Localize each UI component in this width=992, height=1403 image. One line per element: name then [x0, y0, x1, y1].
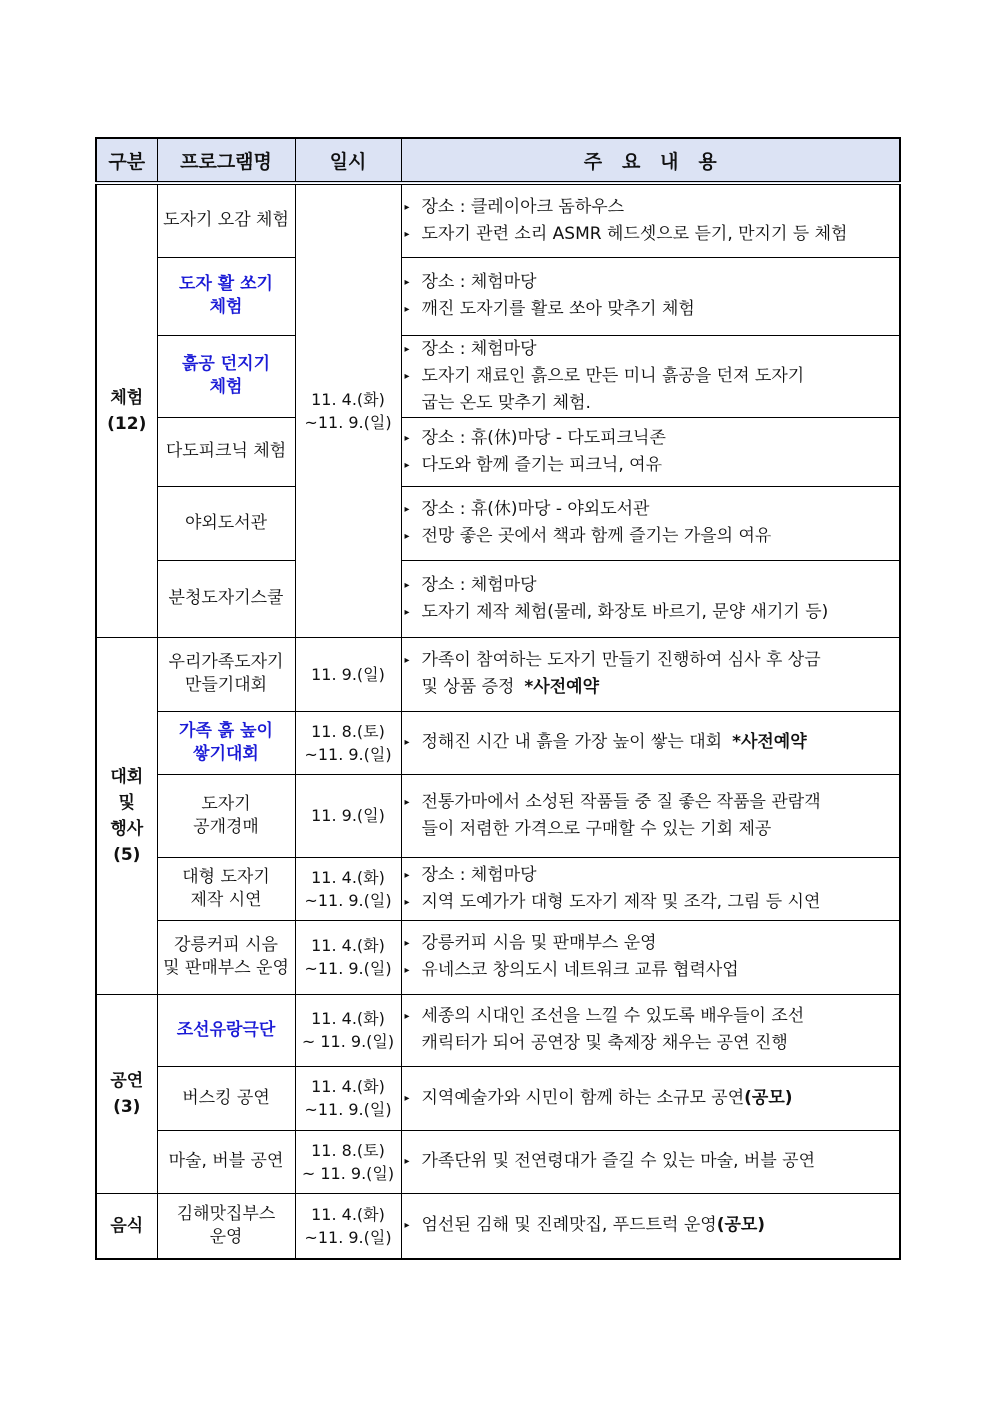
right-triangle-bullet-icon: ▸ [404, 655, 410, 666]
header-date: 일시 [295, 138, 401, 183]
program-name: 버스킹 공연 [157, 1066, 295, 1130]
content-cell: ▸ 장소 : 체험마당 ▸ 지역 도예가가 대형 도자기 제작 및 조각, 그림 등 시연 [401, 857, 900, 920]
content-cell: ▸ 정해진 시간 내 흙을 가장 높이 쌓는 대회 *사전예약 [401, 711, 900, 774]
right-triangle-bullet-icon: ▸ [404, 796, 410, 808]
table-row [96, 920, 900, 994]
content-cell: ▸ 장소 : 체험마당 ▸ 도자기 제작 체험(물레, 화장토 바르기, 문양 새기기 등) [401, 560, 900, 637]
category-label: 체험 [110, 387, 144, 408]
right-triangle-bullet-icon: ▸ [404, 965, 410, 976]
date-range: 11. 4.(화) ~11. 9.(일) [295, 920, 401, 994]
program-name: 김해맛집부스 운영 [157, 1193, 295, 1259]
date-range: 11. 4.(화) ~11. 9.(일) [295, 857, 401, 920]
right-triangle-bullet-icon: ▸ [404, 432, 410, 444]
program-name: 다도피크닉 체험 [157, 417, 295, 486]
right-triangle-bullet-icon: ▸ [404, 277, 410, 288]
table-row [96, 637, 900, 711]
content-cell: ▸ 장소 : 체험마당 ▸ 도자기 재료인 흙으로 만든 미니 흙공을 던져 도자기 굽는 온도 맞추기 체험. [401, 335, 900, 417]
open-call-tag: (공모) [716, 1215, 766, 1236]
table-row [96, 257, 900, 335]
content-cell: ▸ 강릉커피 시음 및 판매부스 운영 ▸ 유네스코 창의도시 네트워크 교류 협력사업 [401, 920, 900, 994]
program-name: 조선유랑극단 [157, 994, 295, 1066]
program-name: 도자기 오감 체험 [157, 183, 295, 257]
right-triangle-bullet-icon: ▸ [404, 343, 410, 355]
right-triangle-bullet-icon: ▸ [404, 531, 410, 542]
right-triangle-bullet-icon: ▸ [404, 370, 410, 382]
right-triangle-bullet-icon: ▸ [404, 1011, 410, 1022]
category-performance: 공연 (3) [96, 994, 157, 1193]
program-name: 마술, 버블 공연 [157, 1130, 295, 1193]
program-name: 도자 활 쏘기 체험 [157, 257, 295, 335]
content-cell: ▸ 엄선된 김해 및 진례맛집, 푸드트럭 운영(공모) [401, 1193, 900, 1259]
date-range: 11. 4.(화) ~ 11. 9.(일) [295, 994, 401, 1066]
header-content: 주 요 내 용 [401, 138, 900, 183]
right-triangle-bullet-icon: ▸ [404, 1092, 410, 1104]
table-row [96, 1193, 900, 1259]
date-range: 11. 4.(화) ~11. 9.(일) [295, 183, 401, 637]
right-triangle-bullet-icon: ▸ [404, 228, 410, 240]
table-row [96, 774, 900, 857]
content-cell: ▸ 장소 : 클레이아크 돔하우스 ▸ 도자기 관련 소리 ASMR 헤드셋으로 듣기, 만지기 등 체험 [401, 183, 900, 257]
table-header-row [96, 138, 900, 183]
content-cell: ▸ 가족단위 및 전연령대가 즐길 수 있는 마술, 버블 공연 [401, 1130, 900, 1193]
program-name: 흙공 던지기 체험 [157, 335, 295, 417]
table-row [96, 1130, 900, 1193]
table-row [96, 711, 900, 774]
right-triangle-bullet-icon: ▸ [404, 896, 410, 908]
content-cell: ▸ 가족이 참여하는 도자기 만들기 진행하여 심사 후 상금 및 상품 증정 *사전예약 [401, 637, 900, 711]
date-range: 11. 8.(토) ~ 11. 9.(일) [295, 1130, 401, 1193]
right-triangle-bullet-icon: ▸ [404, 1156, 410, 1167]
date-range: 11. 9.(일) [295, 774, 401, 857]
right-triangle-bullet-icon: ▸ [404, 459, 410, 471]
header-program: 프로그램명 [157, 138, 295, 183]
category-experience [96, 183, 157, 637]
program-name: 대형 도자기 제작 시연 [157, 857, 295, 920]
festival-program-table [95, 137, 901, 1260]
content-cell: ▸ 지역예술가와 시민이 함께 하는 소규모 공연(공모) [401, 1066, 900, 1130]
table-row [96, 486, 900, 560]
content-cell: ▸ 장소 : 휴(休)마당 - 다도피크닉존 ▸ 다도와 함께 즐기는 피크닉, 여유 [401, 417, 900, 486]
category-count: (12) [107, 413, 147, 434]
right-triangle-bullet-icon: ▸ [404, 606, 410, 618]
program-name: 강릉커피 시음 및 판매부스 운영 [157, 920, 295, 994]
date-range: 11. 4.(화) ~11. 9.(일) [295, 1066, 401, 1130]
right-triangle-bullet-icon: ▸ [404, 504, 410, 515]
table-row [96, 335, 900, 417]
right-triangle-bullet-icon: ▸ [404, 1220, 410, 1232]
right-triangle-bullet-icon: ▸ [404, 579, 410, 591]
right-triangle-bullet-icon: ▸ [404, 938, 410, 949]
program-name: 야외도서관 [157, 486, 295, 560]
right-triangle-bullet-icon: ▸ [404, 201, 410, 213]
right-triangle-bullet-icon: ▸ [404, 869, 410, 881]
table-row [96, 857, 900, 920]
content-cell: ▸ 전통가마에서 소성된 작품들 중 질 좋은 작품을 관람객 들이 저렴한 가격으로 구매할 수 있는 기회 제공 [401, 774, 900, 857]
content-cell: ▸ 장소 : 체험마당 ▸ 깨진 도자기를 활로 쏘아 맞추기 체험 [401, 257, 900, 335]
category-food: 음식 [96, 1193, 157, 1259]
reservation-tag: *사전예약 [524, 677, 599, 697]
open-call-tag: (공모) [744, 1087, 793, 1108]
table-row [96, 183, 900, 257]
right-triangle-bullet-icon: ▸ [404, 304, 410, 315]
table-row [96, 994, 900, 1066]
right-triangle-bullet-icon: ▸ [404, 737, 410, 748]
content-cell: ▸ 장소 : 휴(休)마당 - 야외도서관 ▸ 전망 좋은 곳에서 책과 함께 즐기는 가을의 여유 [401, 486, 900, 560]
date-range: 11. 4.(화) ~11. 9.(일) [295, 1193, 401, 1259]
content-cell: ▸ 세종의 시대인 조선을 느낄 수 있도록 배우들이 조선 캐릭터가 되어 공연장 및 축제장 채우는 공연 진행 [401, 994, 900, 1066]
category-events: 대회 및 행사 (5) [96, 637, 157, 994]
program-name: 우리가족도자기 만들기대회 [157, 637, 295, 711]
table-row [96, 1066, 900, 1130]
program-name: 가족 흙 높이 쌓기대회 [157, 711, 295, 774]
reservation-tag: *사전예약 [732, 732, 807, 752]
header-category: 구분 [96, 138, 157, 183]
date-range: 11. 8.(토) ~11. 9.(일) [295, 711, 401, 774]
date-range: 11. 9.(일) [295, 637, 401, 711]
program-name: 분청도자기스쿨 [157, 560, 295, 637]
program-name: 도자기 공개경매 [157, 774, 295, 857]
table-row [96, 417, 900, 486]
table-row [96, 560, 900, 637]
